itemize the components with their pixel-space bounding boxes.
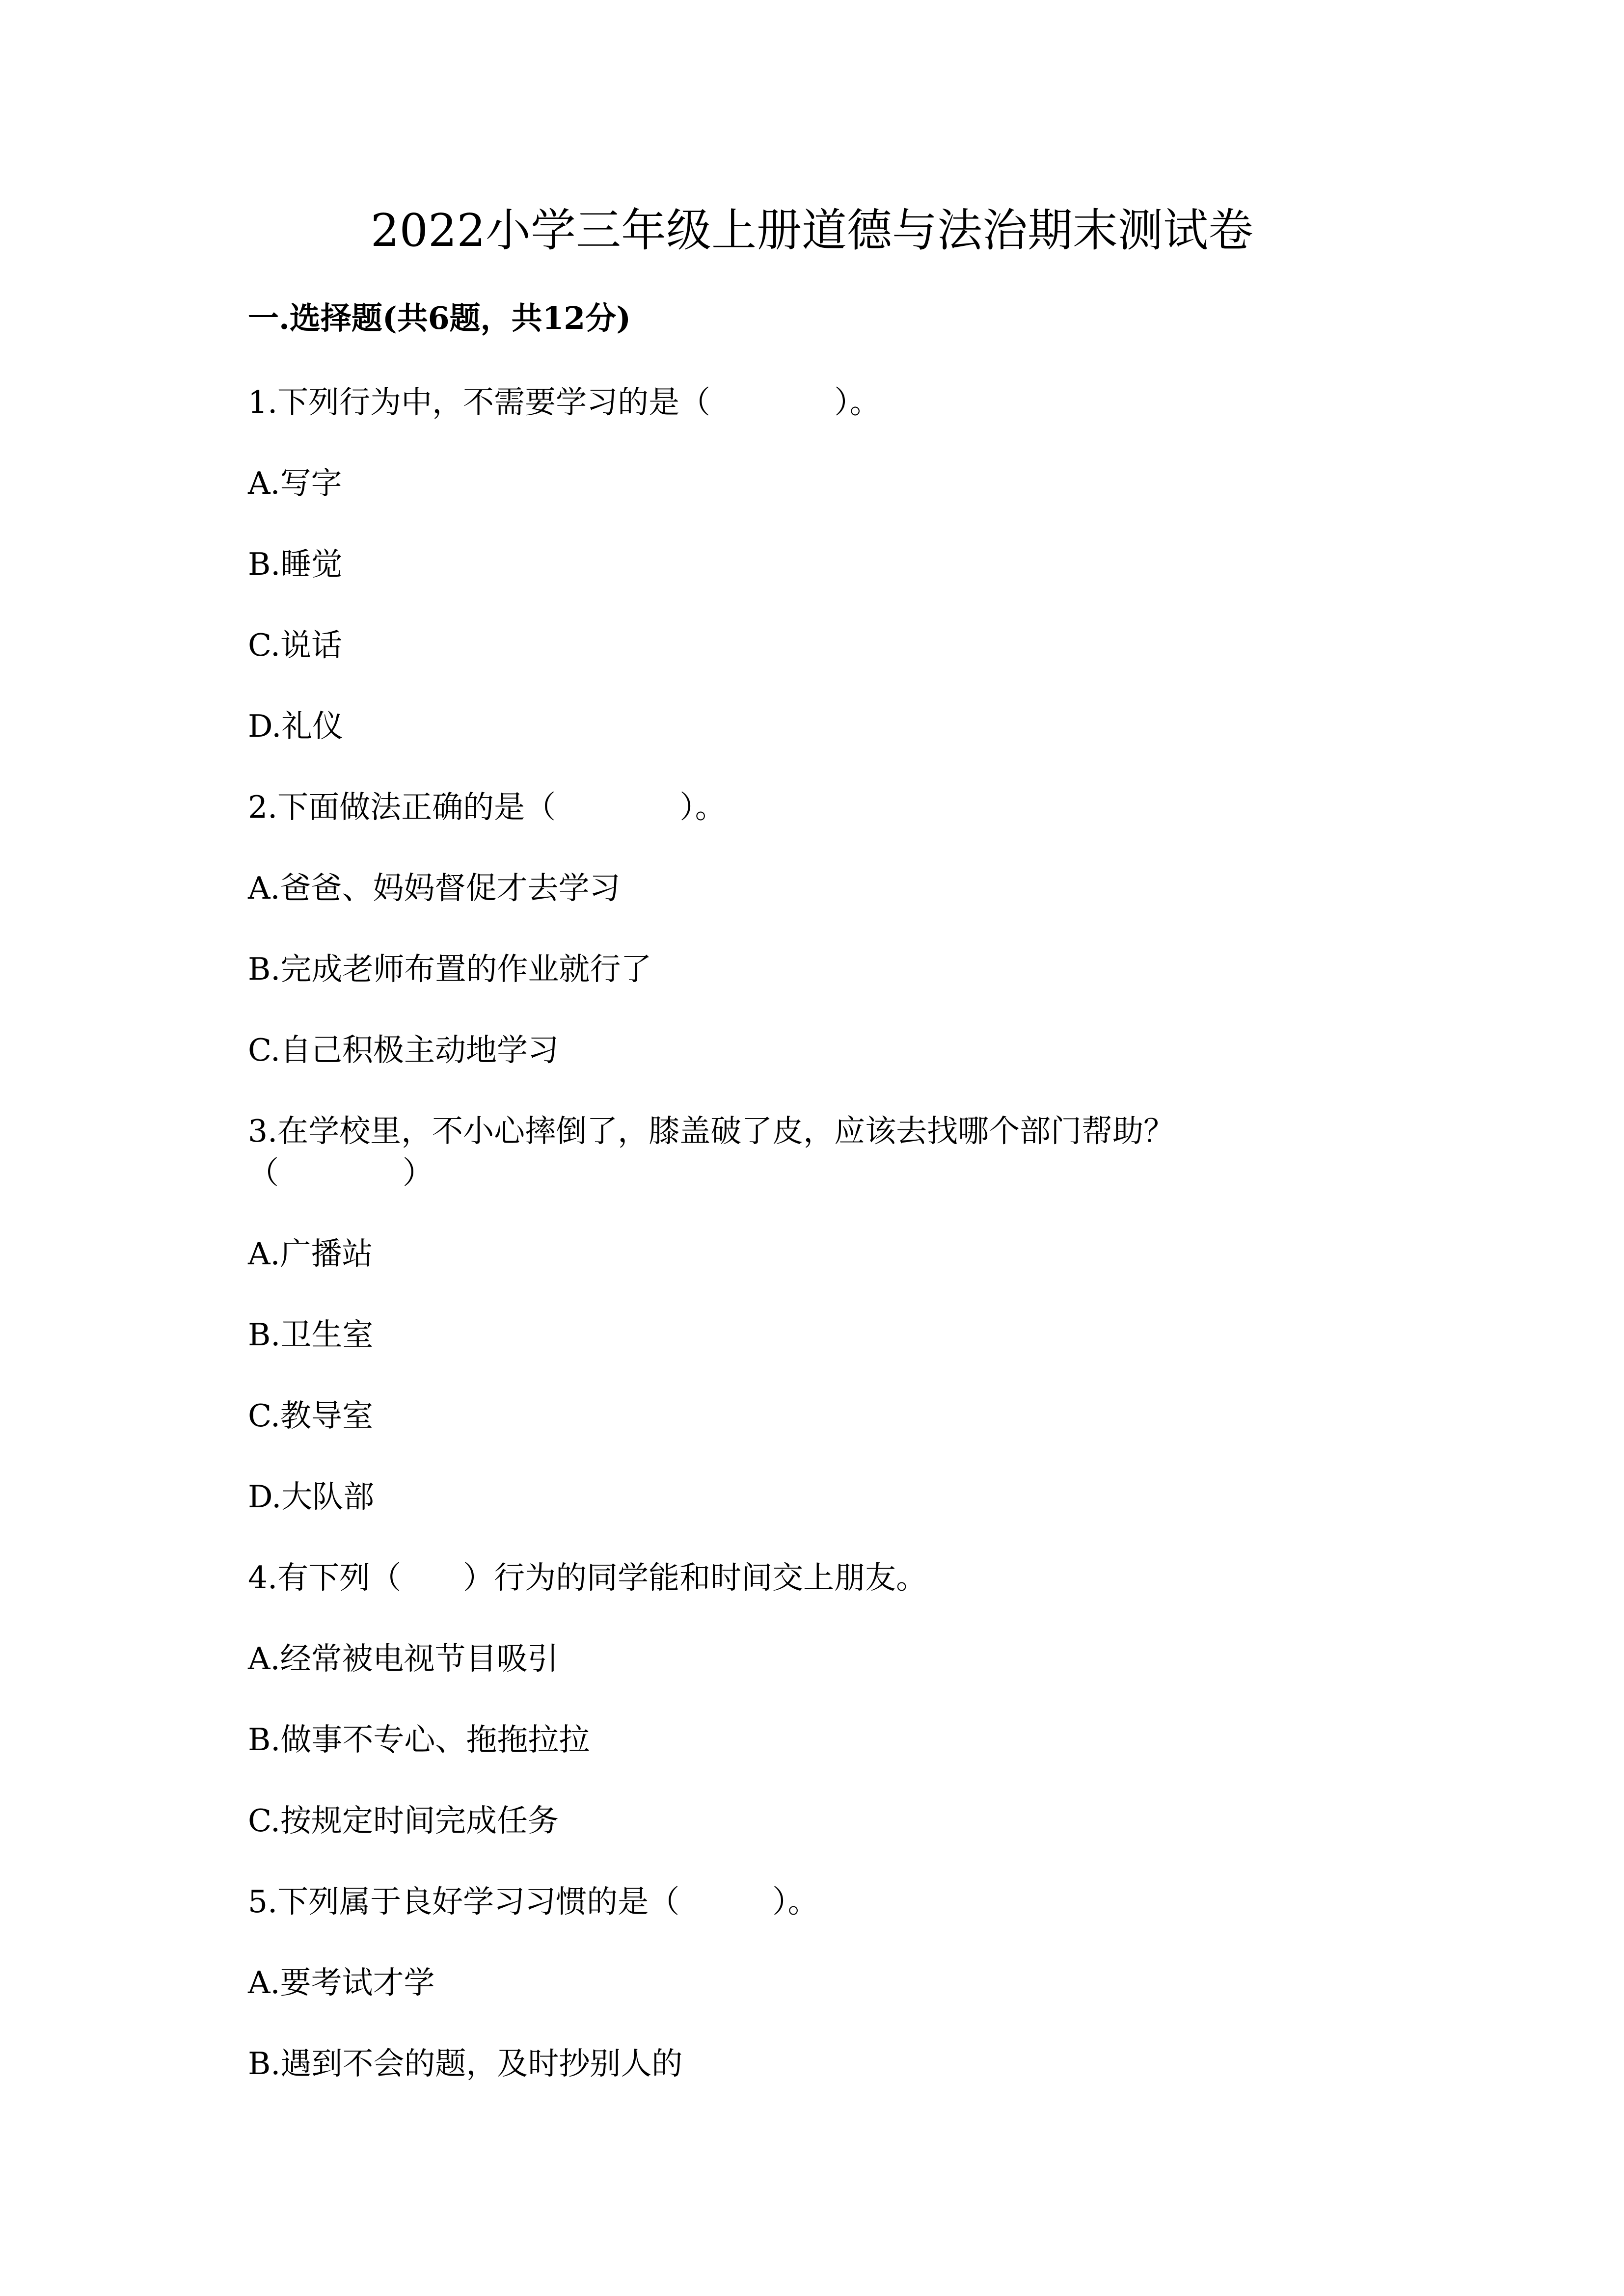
question-1-stem: 1.下列行为中，不需要学习的是（ ）。 — [248, 384, 881, 420]
question-3-option-d: D.大队部 — [248, 1479, 375, 1515]
question-4-stem: 4.有下列（ ）行为的同学能和时间交上朋友。 — [248, 1560, 927, 1596]
question-2-option-b: B.完成老师布置的作业就行了 — [248, 951, 652, 987]
section-heading: 一.选择题(共6题，共12分) — [248, 300, 631, 336]
question-1-option-d: D.礼仪 — [248, 708, 344, 744]
question-3-option-a: A.广播站 — [248, 1236, 373, 1272]
question-2-stem: 2.下面做法正确的是（ ）。 — [248, 789, 726, 825]
question-4-option-b: B.做事不专心、拖拖拉拉 — [248, 1722, 590, 1758]
question-3-option-c: C.教导室 — [248, 1398, 373, 1434]
question-2-option-c: C.自己积极主动地学习 — [248, 1032, 559, 1068]
question-3-option-b: B.卫生室 — [248, 1317, 374, 1353]
question-4-option-a: A.经常被电视节目吸引 — [248, 1641, 559, 1677]
question-3-stem-continuation: （ ） — [248, 1155, 433, 1191]
question-5-option-b: B.遇到不会的题，及时抄别人的 — [248, 2046, 683, 2082]
question-2-option-a: A.爸爸、妈妈督促才去学习 — [248, 870, 621, 906]
document-title: 2022小学三年级上册道德与法治期末测试卷 — [370, 204, 1254, 257]
question-3-stem: 3.在学校里，不小心摔倒了，膝盖破了皮，应该去找哪个部门帮助？ — [248, 1113, 1175, 1149]
question-1-option-b: B.睡觉 — [248, 546, 343, 582]
question-1-option-a: A.写字 — [248, 465, 342, 501]
question-5-option-a: A.要考试才学 — [248, 1965, 435, 2001]
question-5-stem: 5.下列属于良好学习习惯的是（ ）。 — [248, 1884, 819, 1920]
question-4-option-c: C.按规定时间完成任务 — [248, 1803, 559, 1839]
question-1-option-c: C.说话 — [248, 627, 342, 663]
